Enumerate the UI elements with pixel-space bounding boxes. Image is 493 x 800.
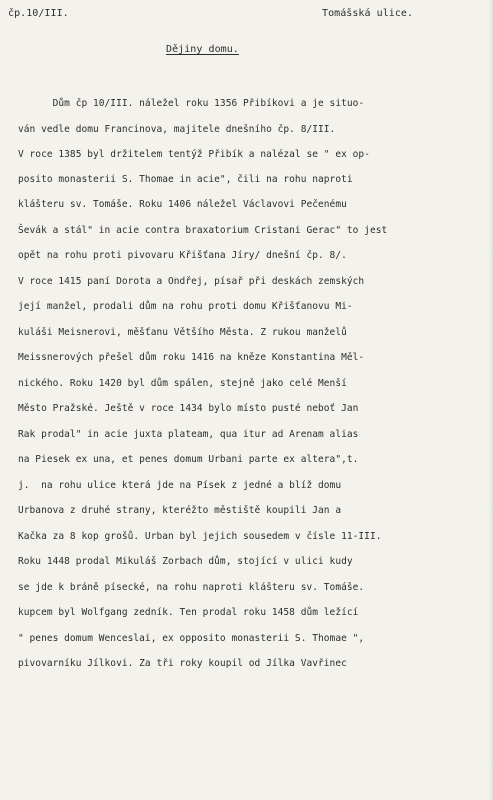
text-line: Město Pražské. Ještě v roce 1434 bylo místo pusté neboť Jan <box>18 403 359 414</box>
text-line: se jde k bráně písecké, na rohu naproti klášteru sv. Tomáše. <box>18 582 365 593</box>
text-line: Kačka za 8 kop grošů. Urban byl jejich sousedem v čísle 11-III. <box>18 531 382 542</box>
text-line: opět na rohu proti pivovaru Křišťana Jíry/ dnešní čp. 8/. <box>18 250 347 261</box>
text-line: Rak prodal" in acie juxta plateam, qua itur ad Arenam alias <box>18 429 359 440</box>
text-line: kuláši Meisnerovi, měšťanu Většího Města. Z rukou manželů <box>18 327 347 338</box>
house-number: čp.10/III. <box>8 8 69 19</box>
text-line: klášteru sv. Tomáše. Roku 1406 náležel Václavovi Pečenému <box>18 199 347 210</box>
text-line: nického. Roku 1420 byl dům spálen, stejně jako celé Menší <box>18 378 347 389</box>
text-line: pivovarníku Jílkovi. Za tři roky koupil od Jílka Vavřinec <box>18 658 347 669</box>
text-line: " penes domum Wenceslai, ex opposito monasterii S. Thomae ", <box>18 633 365 644</box>
text-line: Meissnerových přešel dům roku 1416 na kněze Konstantina Měl- <box>18 352 365 363</box>
text-line: Ševák a stál" in acie contra braxatorium Cristani Gerac" to jest <box>18 225 388 236</box>
text-line: kupcem byl Wolfgang zedník. Ten prodal roku 1458 dům ležící <box>18 607 359 618</box>
text-line: Dům čp 10/III. náležel roku 1356 Přibíkovi a je situo- <box>18 98 365 109</box>
text-line: Urbanova z druhé strany, kteréžto městiště koupili Jan a <box>18 505 342 516</box>
text-line: Roku 1448 prodal Mikuláš Zorbach dům, stojící v ulici kudy <box>18 556 353 567</box>
page-title: Dějiny domu. <box>166 44 239 55</box>
text-line: j. na rohu ulice která jde na Písek z jedné a blíž domu <box>18 480 342 491</box>
text-line: její manžel, prodali dům na rohu proti domu Křišťanovu Mi- <box>18 301 353 312</box>
street-name: Tomášská ulice. <box>322 8 414 19</box>
text-line: posito monasterii S. Thomae in acie", čili na rohu naproti <box>18 174 353 185</box>
text-line: V roce 1415 paní Dorota a Ondřej, písař při deskách zemských <box>18 276 365 287</box>
text-line: ván vedle domu Francinova, majitele dnešního čp. 8/III. <box>18 124 336 135</box>
text-line: na Piesek ex una, et penes domum Urbani parte ex altera",t. <box>18 454 359 465</box>
page-edge-shadow <box>489 0 493 800</box>
text-line: V roce 1385 byl držitelem tentýž Přibík a nalézal se " ex op- <box>18 149 370 160</box>
